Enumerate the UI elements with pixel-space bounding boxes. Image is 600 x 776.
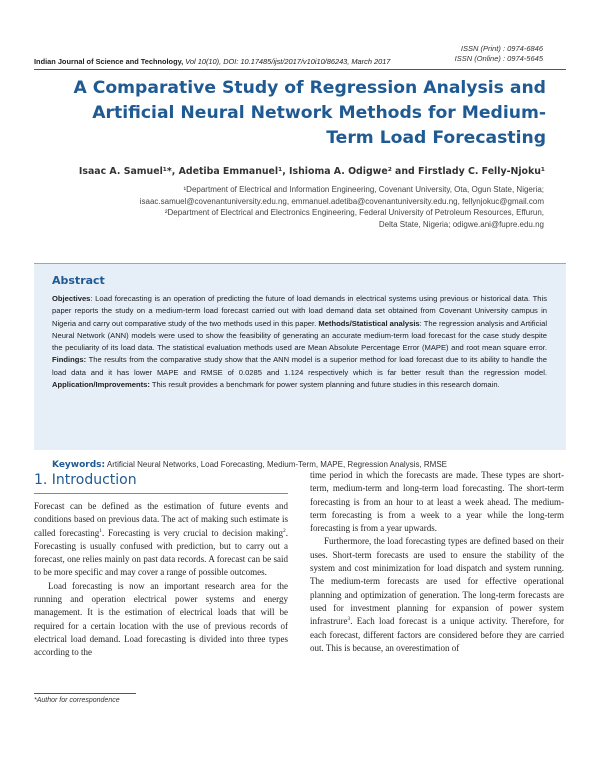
findings-text: The results from the comparative study show that the ANN model is a superior method for load forecast due to its ability to handle the load data and it has lower MAPE and RMSE of 0.0285 and 1.124 respectively which is far better result than the regression model. <box>52 355 547 377</box>
affiliations <box>34 184 544 230</box>
journal-citation <box>34 57 454 66</box>
methods-text: : The regression analysis and Artificial Neural Network (ANN) models were used to show the feasibility of generating an accurate medium-term load forecast for the case study despite the peculiarity of its load data. The statistical evaluation methods used are Mean Absolute Percentage Error (MAPE) and root mean square error. <box>52 318 548 353</box>
issn-online: ISSN (Online) : 0974-5645 <box>454 54 543 63</box>
citation-ref[interactable]: 2 <box>283 527 286 534</box>
applications-label: Application/Improvements: <box>52 380 150 390</box>
findings-label: Findings: <box>52 355 87 365</box>
author-list: Isaac A. Samuel¹*, Adetiba Emmanuel¹, Ishioma A. Odigwe² and Firstlady C. Felly-Njoku¹ <box>78 166 545 177</box>
affiliation-line: ²Department of Electrical and Electronics Engineering, Federal University of Petroleum Resources, Effurun, <box>164 208 544 217</box>
paragraph: Forecast can be defined as the estimation of future events and conditions based on previous data. The act of making such estimate is called forecasting$^1$. Forecasting is very crucial to decision making$^2$. Forecasting is usually confused with prediction, but to carry out a forecast, one relies mainly on past data records. A forecast can be said to be more specific and may cover a range of possible outcomes. <box>34 501 288 578</box>
journal-name: Indian Journal of Science and Technology, <box>34 57 184 66</box>
keywords-text: Artificial Neural Networks, Load Forecasting, Medium-Term, MAPE, Regression Analysis, RMSE <box>106 460 448 469</box>
citation-ref[interactable]: 1 <box>99 527 102 534</box>
issn-print: ISSN (Print) : 0974-6846 <box>460 44 543 53</box>
section-heading-rule <box>34 493 288 494</box>
body-column-right <box>310 469 564 655</box>
affiliation-emails: isaac.samuel@covenantuniversity.edu.ng, emmanuel.adetiba@covenantuniversity.edu.ng, fellynjokuc@gmail.com <box>139 196 544 206</box>
objectives-label: Objectives <box>52 294 91 303</box>
citation-ref[interactable]: 3 <box>347 616 351 623</box>
paragraph: Load forecasting is now an important research area for the running and operation electrical power systems and energy management. It is the estimation of electrical loads that will be required for a certain location with the use of previous records of electrical load demand. Load forecasting is divided into three types according to the <box>34 580 288 658</box>
footnote-rule <box>34 693 136 694</box>
abstract-heading: Abstract <box>52 274 105 287</box>
objectives-text: : Load forecasting is an operation of predicting the future of load demands in electrical systems using previous or historical data. This paper reports the study on a medium-term load forecast carried out with load demand data set obtained from Covenant University campus in Nigeria and carry out comparative study of the two methods used in this paper. <box>52 294 547 328</box>
affiliation-line: ¹Department of Electrical and Information Engineering, Covenant University, Ota, Ogun State, Nigeria; <box>183 185 544 194</box>
article-title: A Comparative Study of Regression Analysis and Artificial Neural Network Methods for Medium-Term Load Forecasting <box>73 78 546 148</box>
header-divider <box>34 69 566 70</box>
paragraph: time period in which the forecasts are made. These types are short-term, medium-term and long-term load forecasting. The short-term forecasting is from an hour to at least a week ahead. The medium-term forecasting is from a week to a year while the long-term forecasting is from a year upwards. <box>310 470 564 534</box>
methods-label: Methods/Statistical analysis <box>318 318 420 328</box>
keywords-label: Keywords: <box>52 460 106 470</box>
section-heading-introduction: 1. Introduction <box>34 472 137 488</box>
body-column-left <box>34 500 288 660</box>
affiliation-line: Delta State, Nigeria; odigwe.ani@fupre.edu.ng <box>378 219 544 229</box>
journal-details: Vol 10(10), DOI: 10.17485/ijst/2017/v10i10/86243, March 2017 <box>185 57 391 66</box>
abstract-body <box>52 293 547 391</box>
paragraph: Furthermore, the load forecasting types are defined based on their uses. Short-term forecasts are used to ensure the stability of the system and cost minimization for load dispatch and system running. The medium-term forecasts are used for effective operational planning and optimization of generation. The long-term forecasts are used for investment planning for expansion of power system infrastrure$^3$. Each load forecast is a unique activity. Therefore, for each forecast, different factors are considered before they are carried out. This is because, an overestimation of <box>310 536 564 653</box>
applications-text: This result provides a benchmark for power system planning and future studies in this research domain. <box>149 380 500 390</box>
footnote-correspondence: *Author for correspondence <box>34 697 120 704</box>
